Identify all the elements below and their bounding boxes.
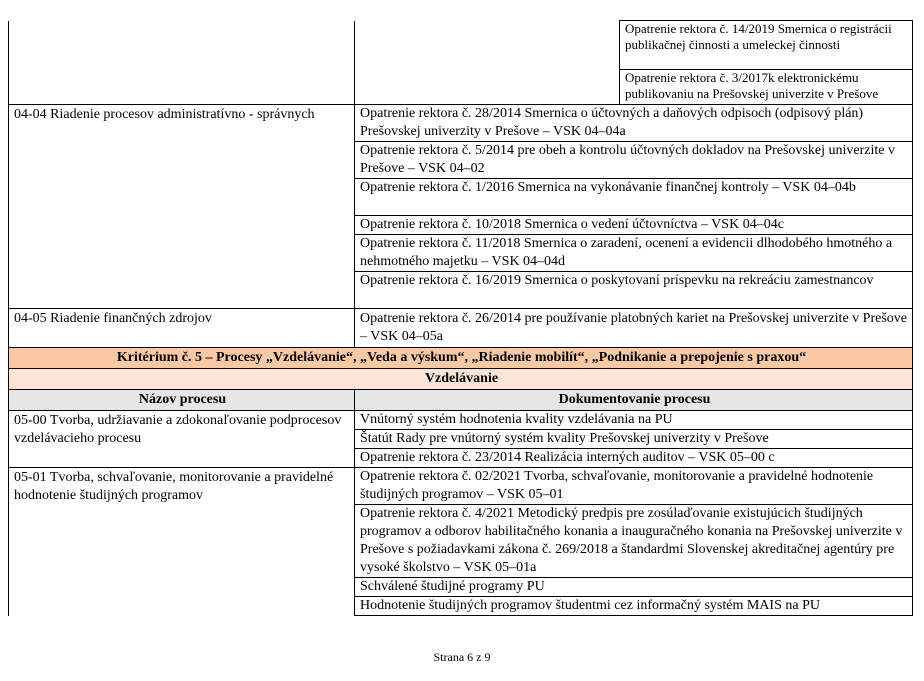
doc-list [355, 468, 913, 616]
process-name: 05-00 Tvorba, udržiavanie a zdokonaľovanie podprocesov vzdelávacieho procesu [9, 411, 355, 468]
process-name: 04-04 Riadenie procesov administratívno - správnych [9, 105, 355, 309]
doc-item: Opatrenie rektora č. 10/2018 Smernica o vedení účtovníctva – VSK 04–04c [355, 216, 912, 235]
process-name: 04-05 Riadenie finančných zdrojov [9, 309, 355, 348]
doc-list [355, 105, 913, 309]
doc-subtable [355, 411, 912, 467]
doc-subtable [355, 468, 912, 615]
doc-list [355, 411, 913, 468]
doc-item: Opatrenie rektora č. 5/2014 pre obeh a kontrolu účtovných dokladov na Prešovskej univerzite v Prešove – VSK 04–02 [355, 142, 912, 179]
criterion-row [9, 348, 913, 369]
process-table [8, 20, 913, 616]
doc-item: Opatrenie rektora č. 28/2014 Smernica o účtovných a daňových odpisoch (odpisový plán) Prešovskej univerzity v Prešove – VSK 04–04a [355, 105, 912, 142]
process-cell-empty [9, 21, 355, 105]
process-name: 05-01 Tvorba, schvaľovanie, monitorovanie a pravidelné hodnotenie študijných programov [9, 468, 355, 616]
table-row [9, 105, 913, 309]
doc-item: Opatrenie rektora č. 11/2018 Smernica o zaradení, ocenení a evidencii dlhodobého hmotného a nehmotného majetku – VSK 04–04d [355, 235, 912, 272]
section-band-title: Vzdelávanie [9, 369, 913, 390]
doc-item: Opatrenie rektora č. 16/2019 Smernica o poskytovaní príspevku na rekreáciu zamestnancov [360, 273, 874, 288]
doc-item: Opatrenie rektora č. 23/2014 Realizácia interných auditov – VSK 05–00 c [360, 450, 775, 465]
doc-item: Hodnotenie študijných programov študentmi cez informačný systém MAIS na PU [360, 598, 820, 613]
table-row [9, 411, 913, 468]
table-row [9, 309, 913, 348]
header-row [9, 390, 913, 411]
column-header-documentation: Dokumentovanie procesu [355, 390, 913, 411]
doc-item: Opatrenie rektora č. 3/2017k elektronickému publikovaniu na Prešovskej univerzite v Prešove [625, 70, 879, 101]
doc-subcell-group [620, 21, 913, 105]
table-row [9, 468, 913, 616]
doc-item: Opatrenie rektora č. 02/2021 Tvorba, schvaľovanie, monitorovanie a pravidelné hodnotenie študijných programov – VSK 05–01 [355, 468, 912, 505]
band-row [9, 369, 913, 390]
criterion-title: Kritérium č. 5 – Procesy „Vzdelávanie“, „Veda a výskum“, „Riadenie mobilít“, „Podnikanie a prepojenie s praxou“ [9, 348, 913, 369]
doc-item: Opatrenie rektora č. 1/2016 Smernica na vykonávanie finančnej kontroly – VSK 04–04b [355, 179, 912, 216]
doc-cell-empty [355, 21, 620, 105]
table-row [9, 21, 913, 105]
doc-item: Opatrenie rektora č. 4/2021 Metodický predpis pre zosúlaďovanie existujúcich študijných programov a odborov habilitačného konania a inauguračného konania na Prešovskej univerzite v Prešove s požiadavkami zákona č. 269/2018 a štandardmi Slovenskej akreditačnej agentúry pre vysoké školstvo – VSK 05–01a [355, 505, 912, 578]
doc-item: Opatrenie rektora č. 26/2014 pre používanie platobných kariet na Prešovskej univerzite v Prešove – VSK 04–05a [355, 309, 913, 348]
doc-item: Vnútorný systém hodnotenia kvality vzdelávania na PU [355, 411, 912, 430]
doc-item: Schválené študijné programy PU [355, 578, 912, 597]
doc-subtable [620, 21, 912, 104]
doc-subtable [355, 105, 912, 308]
doc-item: Štatút Rady pre vnútorný systém kvality Prešovskej univerzity v Prešove [355, 430, 912, 449]
page-number: Strana 6 z 9 [433, 650, 491, 664]
doc-item: Opatrenie rektora č. 14/2019 Smernica o registrácii publikačnej činnosti a umeleckej činnosti [620, 21, 912, 70]
column-header-process: Názov procesu [9, 390, 355, 411]
